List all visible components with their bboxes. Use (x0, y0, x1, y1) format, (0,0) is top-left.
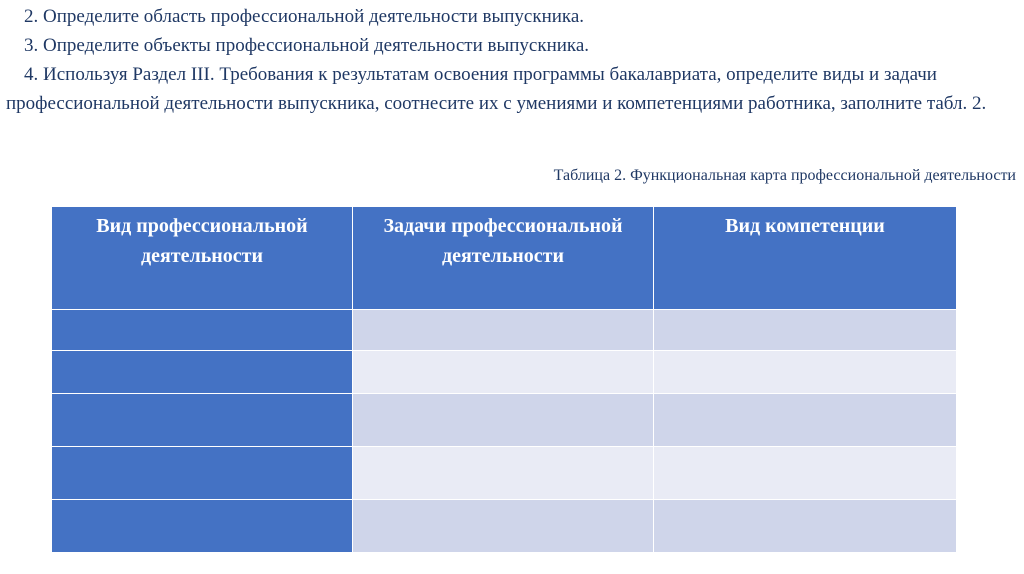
table-cell[interactable] (654, 394, 957, 447)
table-row (52, 447, 957, 500)
table-cell[interactable] (654, 310, 957, 351)
table-cell[interactable] (52, 500, 353, 553)
header-activity-type: Вид профессиональной деятельности (52, 207, 353, 310)
table-row (52, 394, 957, 447)
header-activity-tasks: Задачи профессиональной деятельности (353, 207, 654, 310)
table-caption: Таблица 2. Функциональная карта профессиональной деятельности (553, 167, 1016, 184)
instruction-item-2: 2. Определите область профессиональной деятельности выпускника. (24, 6, 585, 27)
instruction-item-3: 3. Определите объекты профессиональной деятельности выпускника. (24, 35, 590, 56)
instruction-item-4: 4. Используя Раздел III. Требования к результатам освоения программы бакалавриата, определите виды и задачи профессиональной деятельности выпускника, соотнесите их с умениями и компетенциями работника, заполните табл. 2. (6, 64, 987, 114)
table-row (52, 500, 957, 553)
table-cell[interactable] (654, 500, 957, 553)
table-cell[interactable] (353, 500, 654, 553)
table-cell[interactable] (52, 447, 353, 500)
table-cell[interactable] (654, 351, 957, 394)
functional-map-table (51, 206, 957, 553)
table-cell[interactable] (353, 351, 654, 394)
table-cell[interactable] (52, 310, 353, 351)
header-competence-type: Вид компетенции (654, 207, 957, 310)
table-row (52, 310, 957, 351)
table-cell[interactable] (52, 394, 353, 447)
table-cell[interactable] (353, 310, 654, 351)
instructions-block (6, 2, 1018, 118)
table-row (52, 351, 957, 394)
table-cell[interactable] (353, 394, 654, 447)
table-cell[interactable] (52, 351, 353, 394)
table-cell[interactable] (654, 447, 957, 500)
table-header-row (52, 207, 957, 310)
table-cell[interactable] (353, 447, 654, 500)
